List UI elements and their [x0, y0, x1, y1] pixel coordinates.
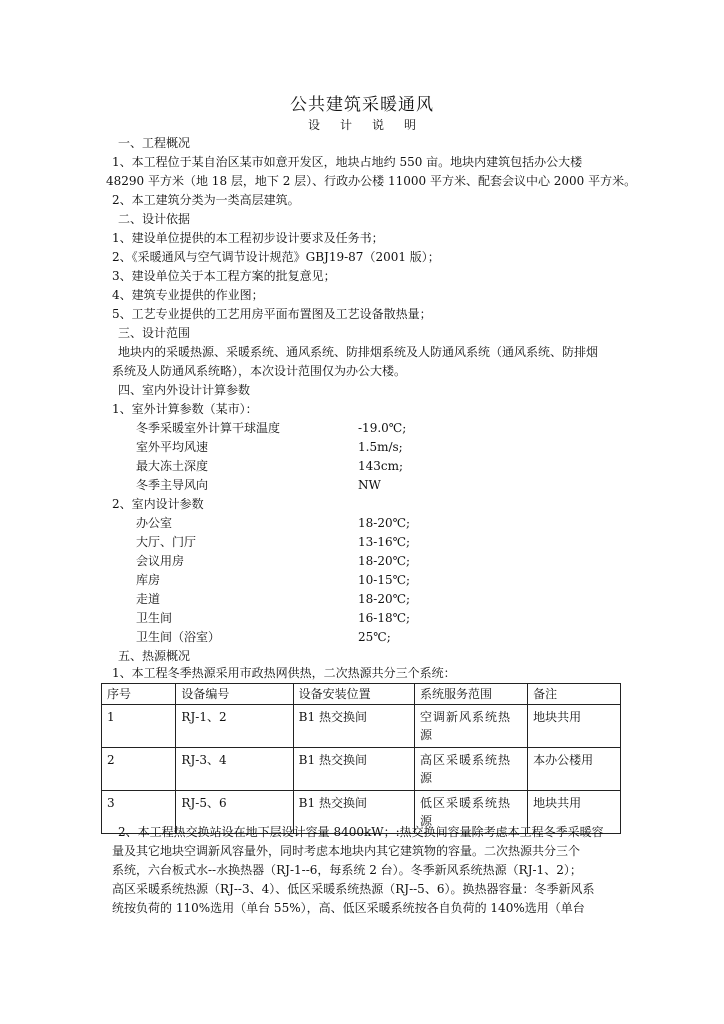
section-heading-heat-source: 五、热源概况 — [118, 649, 191, 663]
table-header-cell: 备注 — [528, 684, 621, 705]
heat-station-paragraph-line: 统按负荷的 110%选用（单台 55%），高、低区采暖系统按各自负荷的 140%选用（单台 — [112, 901, 585, 915]
section-heading-overview: 一、工程概况 — [118, 136, 191, 150]
table-header-cell: 设备编号 — [176, 684, 293, 705]
parameter-value: 16-18℃; — [358, 611, 411, 625]
table-cell: 3 — [102, 791, 176, 834]
parameter-label: 最大冻土深度 — [136, 459, 209, 473]
table-header-cell: 设备安装位置 — [293, 684, 414, 705]
heat-station-paragraph-line: 量及其它地块空调新风容量外，同时考虑本地块内其它建筑物的容量。二次热源共分三个 — [112, 844, 581, 858]
scope-paragraph-line: 地块内的采暖热源、采暖系统、通风系统、防排烟系统及人防通风系统（通风系统、防排烟 — [118, 345, 599, 359]
table-cell: 地块共用 — [528, 791, 621, 834]
parameter-value: -19.0℃; — [358, 421, 407, 435]
heat-station-paragraph-line: 系统，六台板式水--水换热器（RJ-1--6，每系统 2 台）。冬季新风系统热源（RJ-1、2）； — [112, 863, 582, 877]
table-cell: RJ-5、6 — [176, 791, 293, 834]
basis-list-item: 5、工艺专业提供的工艺用房平面布置图及工艺设备散热量； — [112, 307, 432, 321]
table-cell-text: 高区采暖系统热源 — [420, 753, 512, 785]
table-cell: B1 热交换间 — [293, 791, 414, 834]
table-cell-text: 低区采暖系统热源 — [420, 796, 512, 828]
parameter-value: 18-20℃; — [358, 592, 411, 606]
table-cell: B1 热交换间 — [293, 705, 414, 748]
document-subtitle: 设计说明 — [307, 118, 436, 132]
parameter-value: 143cm; — [358, 459, 404, 473]
table-cell: RJ-3、4 — [176, 748, 293, 791]
indoor-parameters-heading: 2、室内设计参数 — [112, 497, 204, 511]
heat-source-table — [101, 683, 621, 834]
heat-station-paragraph-line: 2、本工程热交换站设在地下层设计容量 8400kW；:热交换间容量除考虑本工程冬季采暖容 — [118, 825, 604, 839]
table-cell-text: 空调新风系统热源 — [420, 710, 512, 742]
parameter-label: 冬季采暖室外计算干球温度 — [136, 421, 281, 435]
parameter-value: 25℃; — [358, 630, 391, 644]
table-cell: 地块共用 — [528, 705, 621, 748]
parameter-value: 13-16℃; — [358, 535, 411, 549]
basis-list-item: 2、《采暖通风与空气调节设计规范》GBJ19-87（2001 版）； — [112, 250, 440, 264]
parameter-label: 办公室 — [136, 516, 173, 530]
table-cell — [415, 705, 528, 748]
table-cell — [415, 748, 528, 791]
scope-paragraph-line: 系统及人防通风系统略），本次设计范围仅为办公大楼。 — [112, 364, 407, 378]
parameter-label: 冬季主导风向 — [136, 478, 209, 492]
parameter-label: 库房 — [136, 573, 161, 587]
parameter-value: 18-20℃; — [358, 516, 411, 530]
table-cell: 1 — [102, 705, 176, 748]
section-heading-basis: 二、设计依据 — [118, 212, 191, 226]
heat-source-intro: 1、本工程冬季热源采用市政热网供热，二次热源共分三个系统： — [112, 666, 456, 680]
parameter-value: 10-15℃; — [358, 573, 411, 587]
table-row — [102, 705, 621, 748]
parameter-label: 会议用房 — [136, 554, 185, 568]
table-header-row — [102, 684, 621, 705]
parameter-label: 卫生间 — [136, 611, 173, 625]
basis-list-item: 3、建设单位关于本工程方案的批复意见； — [112, 269, 336, 283]
section-heading-parameters: 四、室内外设计计算参数 — [118, 383, 251, 397]
basis-list-item: 1、建设单位提供的本工程初步设计要求及任务书； — [112, 231, 384, 245]
basis-list-item: 4、建筑专业提供的作业图； — [112, 288, 264, 302]
table-header-cell: 序号 — [102, 684, 176, 705]
outdoor-parameters-heading: 1、室外计算参数（某市）： — [112, 402, 258, 416]
parameter-value: NW — [358, 478, 381, 492]
parameter-label: 大厅、门厅 — [136, 535, 197, 549]
parameter-label: 走道 — [136, 592, 161, 606]
table-cell: RJ-1、2 — [176, 705, 293, 748]
parameter-label: 卫生间（浴室） — [136, 630, 221, 644]
parameter-value: 1.5m/s; — [358, 440, 403, 454]
document-title: 公共建筑采暖通风 — [290, 95, 434, 115]
parameter-value: 18-20℃; — [358, 554, 411, 568]
table-cell: 本办公楼用 — [528, 748, 621, 791]
section-heading-scope: 三、设计范围 — [118, 326, 191, 340]
overview-paragraph-line: 48290 平方米（地 18 层，地下 2 层）、行政办公楼 11000 平方米、配套会议中心 2000 平方米。 — [106, 174, 637, 188]
heat-station-paragraph-line: 高区采暖系统热源（RJ--3、4）、低区采暖系统热源（RJ--5、6）。换热器容量：冬季新风系 — [112, 882, 595, 896]
table-cell: B1 热交换间 — [293, 748, 414, 791]
table-cell: 2 — [102, 748, 176, 791]
parameter-label: 室外平均风速 — [136, 440, 209, 454]
table-header-cell: 系统服务范围 — [415, 684, 528, 705]
table-row — [102, 748, 621, 791]
overview-paragraph-line: 2、本工建筑分类为一类高层建筑。 — [112, 193, 300, 207]
overview-paragraph-line: 1、本工程位于某自治区某市如意开发区，地块占地约 550 亩。地块内建筑包括办公大楼 — [112, 155, 583, 169]
